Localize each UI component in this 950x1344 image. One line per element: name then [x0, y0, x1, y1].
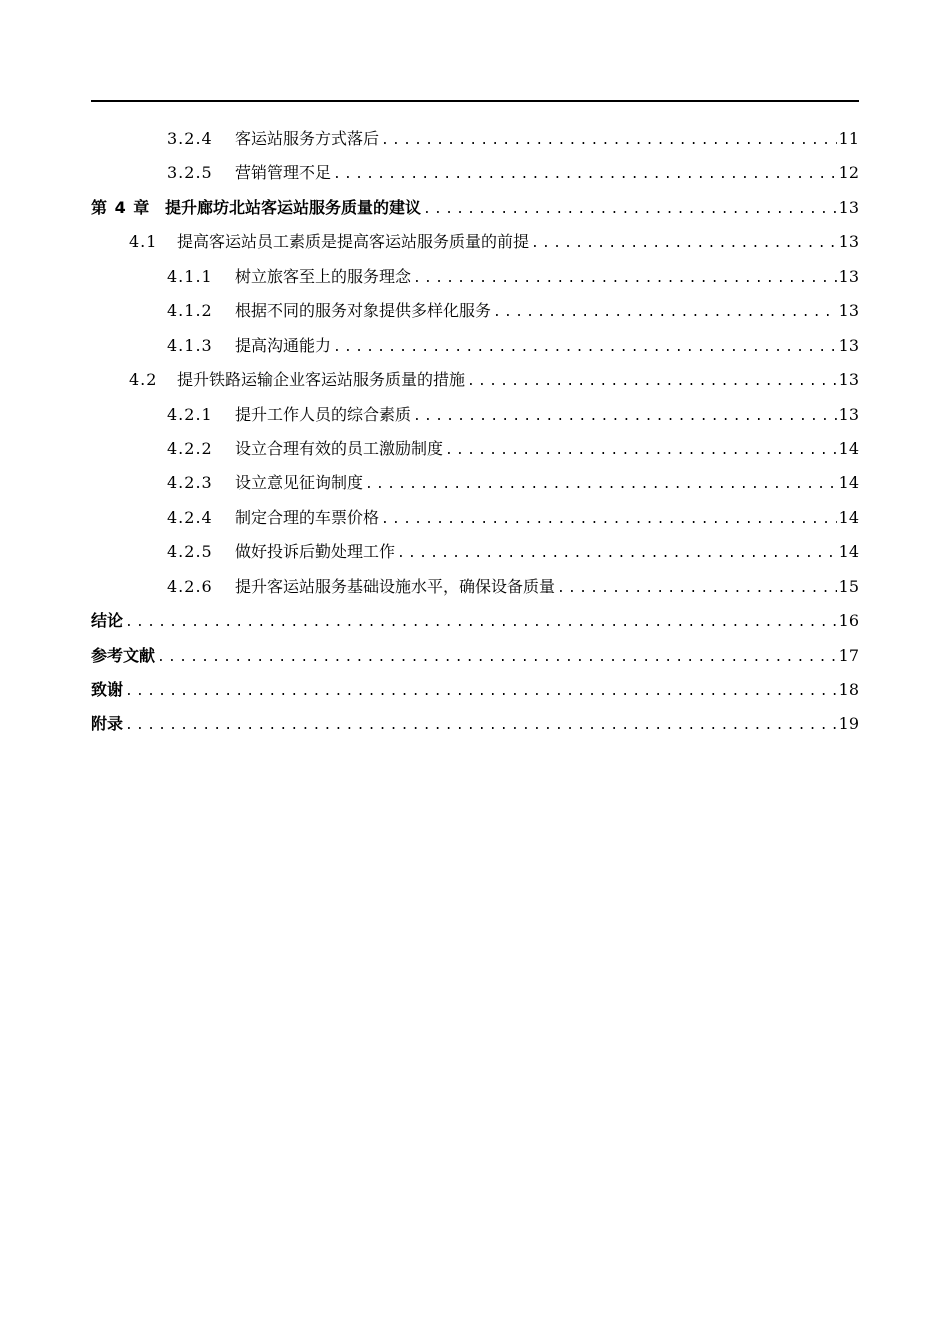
toc-entry-title: 提升廊坊北站客运站服务质量的建议	[165, 197, 422, 217]
toc-entry-4-2[interactable]	[91, 363, 859, 397]
toc-entry-title: 附录	[91, 714, 124, 734]
dot-leader	[557, 572, 837, 606]
toc-entry-conclusion[interactable]	[91, 604, 859, 638]
toc-entry-4-2-6[interactable]	[91, 570, 859, 604]
toc-entry-title: 提高客运站员工素质是提高客运站服务质量的前提	[177, 232, 530, 252]
toc-entry-page: 13	[838, 370, 859, 390]
dot-leader	[125, 709, 837, 743]
toc-entry-title: 结论	[91, 611, 124, 631]
toc-entry-page: 14	[838, 542, 859, 562]
toc-entry-title: 致谢	[91, 680, 124, 699]
toc-entry-number: 4.1	[129, 232, 158, 252]
toc-entry-page: 16	[838, 611, 859, 631]
dot-leader	[125, 675, 837, 709]
toc-entry-4-2-4[interactable]	[91, 501, 859, 535]
toc-entry-page: 18	[838, 680, 859, 699]
toc-entry-references[interactable]	[91, 639, 859, 673]
toc-entry-title: 提升工作人员的综合素质	[235, 404, 412, 424]
toc-entry-number: 4.2	[129, 370, 158, 390]
toc-entry-4-2-1[interactable]	[91, 398, 859, 432]
toc-entry-number: 4.2.5	[167, 542, 213, 562]
dot-leader	[381, 124, 837, 158]
toc-entry-page: 13	[838, 232, 859, 252]
toc-entry-page: 13	[838, 301, 859, 321]
toc-entry-page: 12	[838, 163, 859, 183]
toc-entry-page: 19	[838, 714, 859, 734]
toc-entry-acknowledgements[interactable]	[91, 673, 859, 707]
dot-leader	[333, 331, 837, 365]
toc-entry-number: 第 4 章	[91, 197, 151, 217]
toc-entry-title: 做好投诉后勤处理工作	[235, 542, 396, 562]
toc-entry-4-1-1[interactable]	[91, 260, 859, 294]
toc-entry-title: 根据不同的服务对象提供多样化服务	[235, 301, 492, 321]
toc-entry-number: 4.2.6	[167, 576, 213, 596]
toc-entry-3-2-4[interactable]	[91, 122, 859, 156]
toc-entry-page: 11	[838, 129, 859, 148]
dot-leader	[413, 262, 837, 296]
dot-leader	[125, 606, 837, 640]
toc-entry-number: 4.2.3	[167, 473, 213, 493]
toc-entry-number: 4.1.2	[167, 301, 213, 321]
toc-entry-title: 设立意见征询制度	[235, 473, 364, 493]
toc-entry-page: 13	[838, 266, 859, 286]
toc-entry-4-1[interactable]	[91, 225, 859, 259]
dot-leader	[531, 227, 837, 261]
toc-entry-3-2-5[interactable]	[91, 156, 859, 190]
dot-leader	[467, 365, 837, 399]
toc-entry-number: 4.1.3	[167, 335, 213, 355]
toc-entry-title: 制定合理的车票价格	[235, 507, 380, 527]
header-rule	[91, 100, 859, 102]
toc-entry-number: 4.2.4	[167, 507, 213, 527]
toc-entry-appendix[interactable]	[91, 707, 859, 741]
toc-entry-title: 设立合理有效的员工激励制度	[235, 438, 444, 458]
toc-entry-chapter-4[interactable]	[91, 191, 859, 225]
dot-leader	[445, 434, 837, 468]
toc-entry-number: 4.2.2	[167, 438, 213, 458]
toc-entry-4-2-5[interactable]	[91, 535, 859, 569]
toc-entry-page: 15	[838, 576, 859, 596]
toc-entry-number: 3.2.4	[167, 129, 213, 148]
toc-entry-title: 提升铁路运输企业客运站服务质量的措施	[177, 370, 466, 390]
toc-entry-4-1-3[interactable]	[91, 329, 859, 363]
toc-entry-number: 4.1.1	[167, 266, 213, 286]
toc-entry-4-2-2[interactable]	[91, 432, 859, 466]
toc-entry-4-2-3[interactable]	[91, 466, 859, 500]
toc-entry-4-1-2[interactable]	[91, 294, 859, 328]
dot-leader	[365, 468, 837, 502]
table-of-contents	[91, 122, 859, 742]
toc-entry-title: 提升客运站服务基础设施水平，确保设备质量	[235, 576, 556, 596]
toc-entry-title: 提高沟通能力	[235, 335, 332, 355]
dot-leader	[397, 537, 837, 571]
toc-entry-number: 3.2.5	[167, 163, 213, 183]
dot-leader	[413, 400, 837, 434]
toc-entry-title: 参考文献	[91, 645, 156, 665]
toc-entry-page: 14	[838, 438, 859, 458]
dot-leader	[493, 296, 837, 330]
toc-entry-page: 13	[838, 197, 859, 217]
toc-entry-page: 13	[838, 404, 859, 424]
dot-leader	[381, 503, 837, 537]
toc-entry-number: 4.2.1	[167, 404, 213, 424]
toc-entry-page: 14	[838, 473, 859, 493]
toc-entry-page: 17	[838, 645, 859, 665]
dot-leader	[157, 641, 837, 675]
toc-entry-title: 树立旅客至上的服务理念	[235, 266, 412, 286]
dot-leader	[333, 158, 837, 192]
toc-entry-page: 14	[838, 507, 859, 527]
dot-leader	[423, 193, 837, 227]
toc-entry-page: 13	[838, 335, 859, 355]
toc-entry-title: 客运站服务方式落后	[235, 129, 380, 148]
toc-entry-title: 营销管理不足	[235, 163, 332, 183]
